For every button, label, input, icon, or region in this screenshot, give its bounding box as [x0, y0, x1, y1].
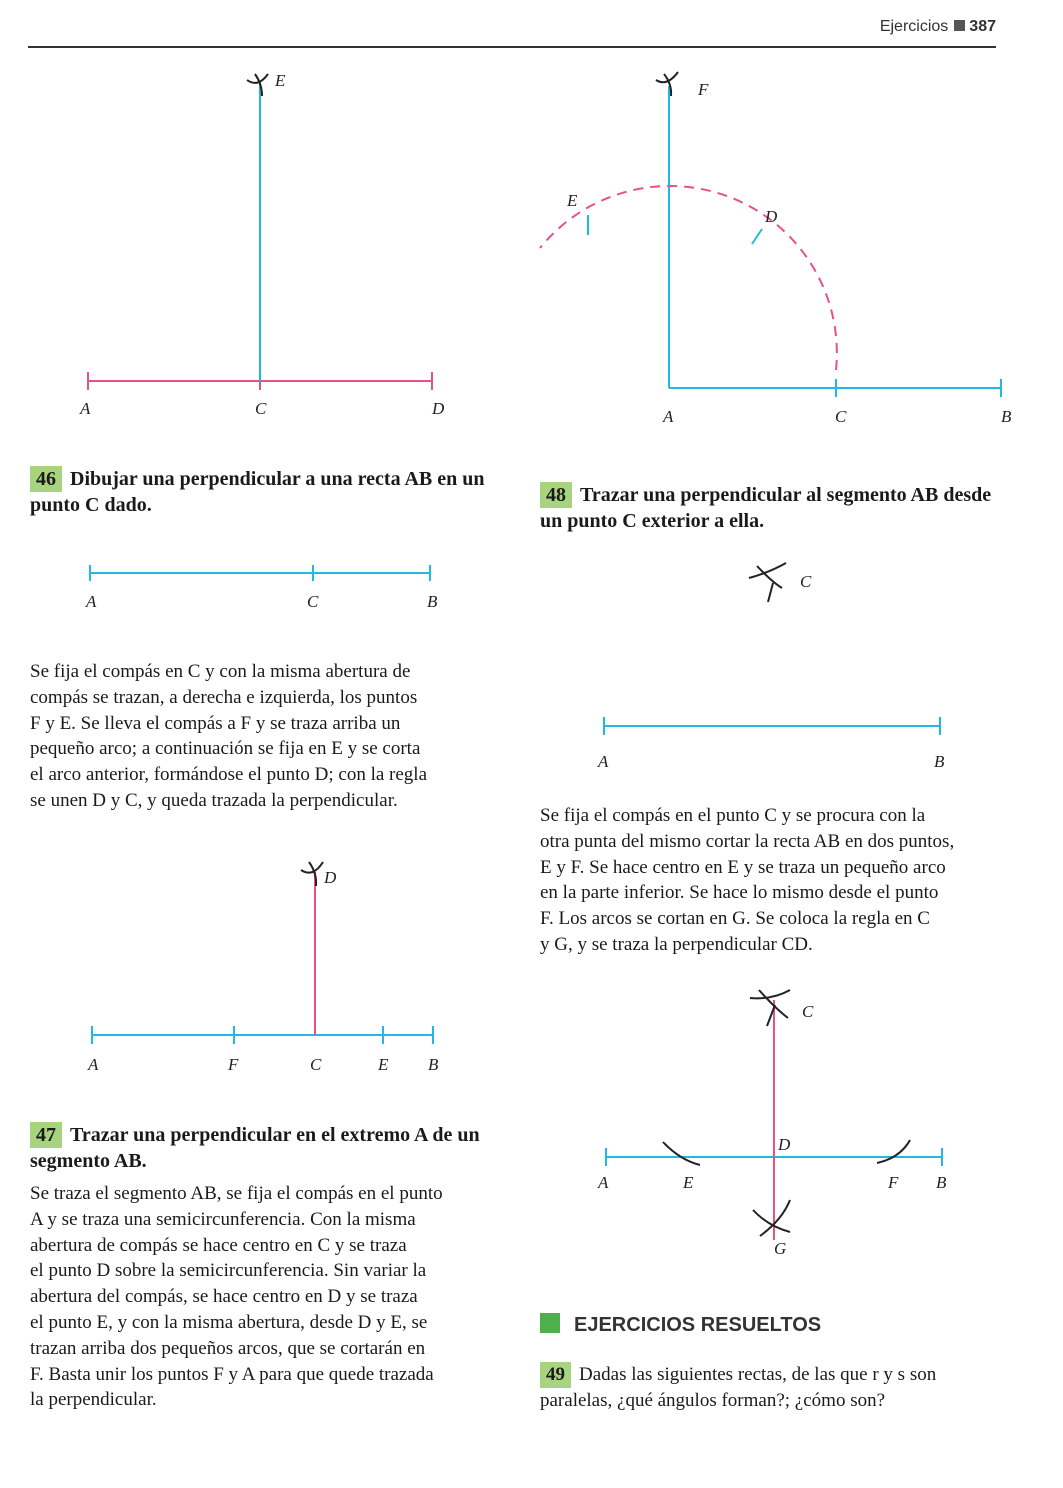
fig47r-label-A: A	[88, 1055, 99, 1074]
fig47t-label-B: B	[1001, 407, 1012, 426]
ex47-line: el punto E, y con la misma abertura, desde D y E, se	[30, 1311, 428, 1333]
ex48-heading	[540, 482, 1000, 534]
ex46-line: pequeño arco; a continuación se fija en E y se corta	[30, 738, 421, 760]
ex46-number-badge: 46	[30, 466, 62, 492]
ex47-number-badge: 47	[30, 1122, 62, 1148]
ex48-line: Se fija el compás en el punto C y se procura con la	[540, 805, 926, 826]
section-name: Ejercicios	[879, 18, 949, 35]
fig47t-label-E: E	[567, 191, 578, 210]
fig46g-label-A: A	[86, 592, 97, 611]
ex46-body	[30, 659, 492, 814]
ex46-line: F y E. Se lleva el compás a F y se traza arriba un	[30, 712, 401, 734]
fig48-result	[597, 990, 947, 1258]
ex47-line: F. Basta unir los puntos F y A para que quede trazada	[30, 1363, 434, 1385]
fig47r-label-F: F	[228, 1055, 239, 1074]
ex46-title: Dibujar una perpendicular a una recta AB en un punto C dado.	[30, 468, 485, 516]
ex48-line: otra punta del mismo cortar la recta AB en dos puntos,	[540, 830, 955, 852]
fig47t-label-F: F	[698, 80, 709, 99]
fig46-label-A: A	[80, 399, 91, 418]
ex48-body	[540, 803, 1000, 958]
fig47r-label-E: E	[378, 1055, 389, 1074]
ex47-line: la perpendicular.	[30, 1389, 157, 1411]
ex47-line: A y se traza una semicircunferencia. Con la misma	[30, 1208, 416, 1230]
fig46-label-C: C	[255, 399, 267, 418]
fig48r-label-B: B	[936, 1173, 947, 1192]
fig48g-label-A: A	[598, 752, 609, 771]
ex49-block	[540, 1362, 1002, 1414]
fig46-given	[85, 565, 438, 611]
fig47t-label-D: D	[765, 207, 778, 226]
fig47t-label-A: A	[663, 407, 674, 426]
fig48r-label-E: E	[683, 1173, 694, 1192]
fig46g-label-C: C	[307, 592, 319, 611]
fig46g-label-B: B	[427, 592, 438, 611]
fig48g-label-B: B	[934, 752, 945, 771]
ex47-line: abertura del compás, se hace centro en D y se traza	[30, 1286, 418, 1308]
fig48g-label-C: C	[800, 572, 812, 591]
ex47-title: Trazar una perpendicular en el extremo A de un segmento AB.	[30, 1124, 480, 1172]
fig47r-label-C: C	[310, 1055, 322, 1074]
fig47r-label-B: B	[428, 1055, 439, 1074]
ex48-line: F. Los arcos se cortan en G. Se coloca la regla en C	[540, 908, 930, 930]
ex47-body	[30, 1181, 494, 1413]
fig47r-label-D: D	[324, 868, 337, 887]
ex47-line: el punto D sobre la semicircunferencia. Sin variar la	[30, 1260, 427, 1282]
ex48-number-badge: 48	[540, 482, 572, 508]
ex49-number-badge: 49	[540, 1362, 571, 1388]
fig46-label-D: D	[432, 399, 445, 418]
ex46-line: se unen D y C, y queda trazada la perpendicular.	[30, 789, 398, 811]
ex48-line: y G, y se traza la perpendicular CD.	[540, 933, 813, 955]
fig47t-label-C: C	[835, 407, 847, 426]
fig48r-label-F: F	[888, 1173, 899, 1192]
fig46-label-E: E	[275, 71, 286, 90]
section-square-icon	[540, 1313, 560, 1333]
ex47-line: Se traza el segmento AB, se fija el compás en el punto	[30, 1183, 443, 1204]
ex48-title: Trazar una perpendicular al segmento AB desde un punto C exterior a ella.	[540, 484, 992, 532]
fig48r-label-A: A	[598, 1173, 609, 1192]
fig47-top	[540, 72, 1012, 426]
fig48r-label-G: G	[774, 1239, 787, 1258]
ex46-line: Se fija el compás en C y con la misma abertura de	[30, 661, 411, 682]
fig48r-label-C: C	[802, 1002, 814, 1021]
ex47-line: trazan arriba dos pequeños arcos, que se cortarán en	[30, 1337, 426, 1359]
ex48-line: en la parte inferior. Se hace lo mismo desde el punto	[540, 882, 939, 904]
fig48-given	[597, 563, 945, 771]
fig48r-label-D: D	[778, 1135, 791, 1154]
section-title: EJERCICIOS RESUELTOS	[574, 1314, 822, 1336]
ex47-heading	[30, 1122, 492, 1174]
ex46-line: compás se trazan, a derecha e izquierda, los puntos	[30, 686, 418, 708]
fig47-result	[87, 862, 439, 1074]
ex46-line: el arco anterior, formándose el punto D; con la regla	[30, 764, 428, 786]
ex48-line: E y F. Se hace centro en E y se traza un pequeño arco	[540, 856, 946, 878]
ex49-text: Dadas las siguientes rectas, de las que r y s son paralelas, ¿qué ángulos forman?; ¿cómo son?	[540, 1364, 937, 1411]
ex46-heading	[30, 466, 492, 518]
ex47-line: abertura de compás se hace centro en C y se traza	[30, 1234, 407, 1256]
page-number: 387	[969, 18, 996, 35]
section-heading	[540, 1313, 821, 1337]
fig46-result	[79, 71, 445, 418]
